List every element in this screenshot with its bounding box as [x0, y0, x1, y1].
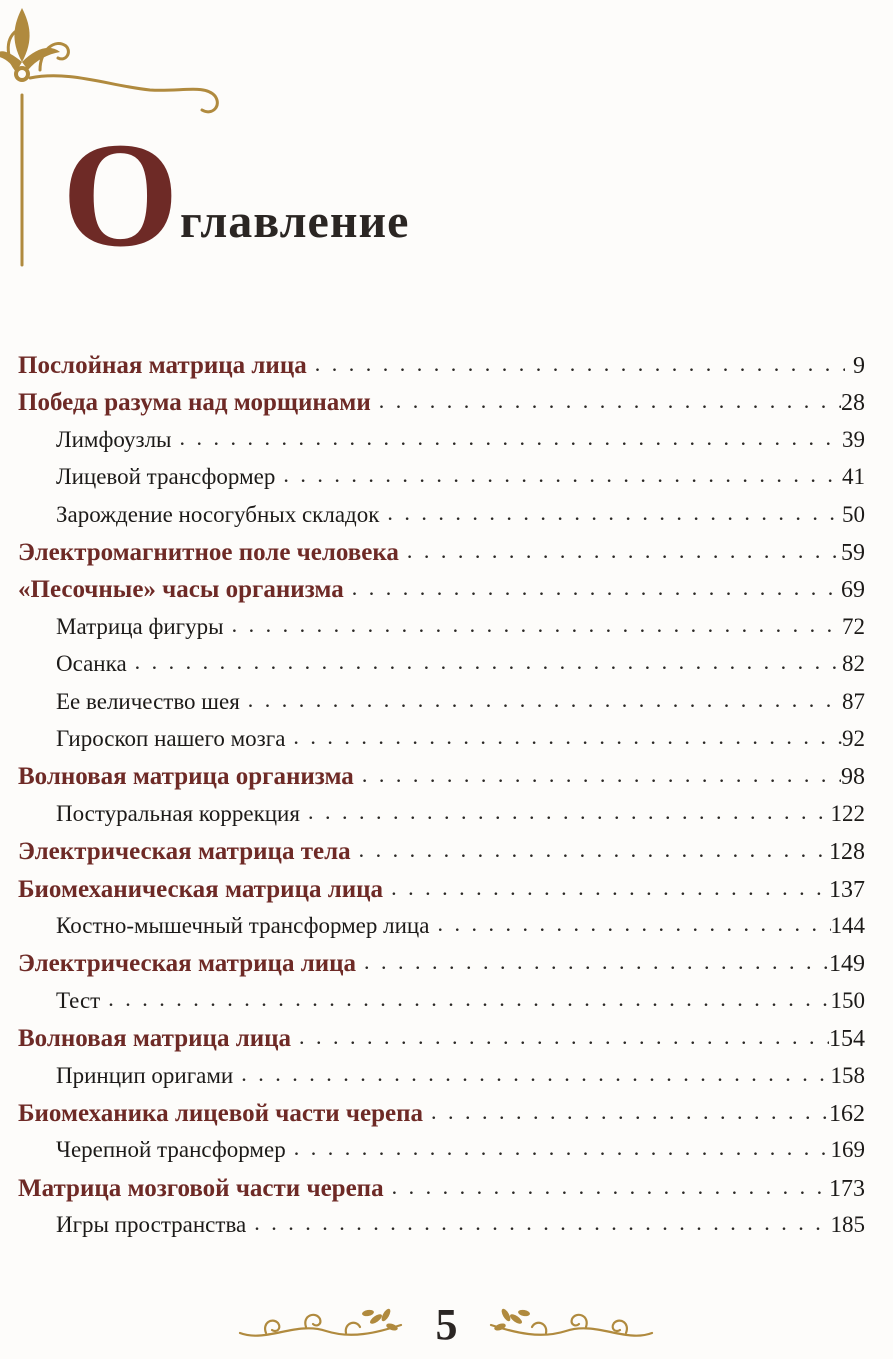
- dot-leader: [178, 427, 841, 453]
- dot-leader: [389, 877, 829, 903]
- toc-entry-title: Волновая матрица организма: [18, 763, 354, 791]
- toc-chapter-row: [0, 838, 893, 876]
- toc-chapter-row: [0, 876, 893, 914]
- dot-leader: [390, 1176, 829, 1202]
- toc-section-row: [0, 1137, 893, 1175]
- toc-page-number: 9: [853, 353, 865, 379]
- dot-leader: [292, 1137, 831, 1163]
- toc-section-row: [0, 689, 893, 727]
- toc-page-number: 98: [841, 764, 865, 791]
- toc-page-number: 59: [841, 540, 865, 566]
- dot-leader: [362, 951, 829, 977]
- toc-entry-title: Игры пространства: [56, 1212, 247, 1238]
- toc-entry-title: Принцип оригами: [56, 1062, 234, 1088]
- toc-chapter-row: [0, 950, 893, 988]
- toc-entry-title: Гироскоп нашего мозга: [56, 726, 286, 751]
- toc-chapter-row: [0, 576, 893, 614]
- toc-page-number: 137: [829, 876, 865, 903]
- toc-entry-title: Электромагнитное поле человека: [18, 539, 399, 566]
- dot-leader: [239, 1063, 830, 1089]
- dot-leader: [435, 913, 830, 939]
- toc-page-number: 154: [829, 1026, 865, 1053]
- toc-page-number: 39: [842, 426, 865, 452]
- dot-leader: [230, 614, 842, 640]
- toc-page-number: 158: [830, 1062, 865, 1088]
- toc-page-number: 144: [830, 913, 865, 938]
- toc-entry-title: Лицевой трансформер: [56, 464, 276, 490]
- toc-section-row: [0, 614, 893, 652]
- toc-section-row: [0, 913, 893, 951]
- toc-entry-title: Зарождение носогубных складок: [56, 501, 380, 527]
- title-initial-letter: О: [62, 112, 179, 278]
- dot-leader: [405, 540, 841, 566]
- toc-entry-title: Матрица фигуры: [56, 613, 224, 639]
- toc-chapter-row: [0, 1100, 893, 1138]
- dot-leader: [297, 1026, 829, 1052]
- dot-leader: [429, 1101, 829, 1127]
- toc-page-number: 69: [841, 577, 865, 604]
- toc-page-number: 185: [830, 1212, 865, 1238]
- toc-chapter-row: [0, 763, 893, 801]
- toc-chapter-row: [0, 539, 893, 577]
- toc-page-number: 87: [842, 688, 865, 714]
- toc-page-number: 169: [830, 1137, 865, 1163]
- vine-flourish-icon: [486, 1303, 656, 1347]
- dot-leader: [306, 801, 831, 827]
- toc-page-number: 150: [830, 987, 865, 1013]
- toc-entry-title: Электрическая матрица лица: [18, 950, 357, 978]
- toc-page-number: 122: [830, 800, 865, 826]
- toc-entry-title: Электрическая матрица тела: [18, 838, 351, 866]
- toc-chapter-row: [0, 1175, 893, 1213]
- toc-section-row: [0, 988, 893, 1026]
- toc-page-number: 92: [842, 726, 865, 751]
- dot-leader: [106, 988, 830, 1014]
- dot-leader: [377, 390, 841, 416]
- toc-page-number: 28: [841, 390, 865, 417]
- toc-page-number: 149: [829, 951, 865, 978]
- toc-entry-title: Биомеханическая матрица лица: [18, 875, 384, 903]
- toc-section-row: [0, 502, 893, 540]
- toc-entry-title: Волновая матрица лица: [18, 1025, 292, 1053]
- toc-entry-title: Черепной трансформер: [56, 1137, 286, 1163]
- toc-page-number: 162: [829, 1101, 865, 1127]
- dot-leader: [291, 726, 842, 752]
- dot-leader: [350, 577, 841, 603]
- toc-page-number: 173: [829, 1175, 865, 1202]
- toc-chapter-row: [0, 352, 893, 390]
- toc-entry-title: Осанка: [56, 651, 127, 677]
- toc-section-row: [0, 464, 893, 502]
- toc-page-number: 82: [842, 651, 865, 677]
- toc-entry-title: Лимфоузлы: [56, 426, 172, 452]
- toc-entry-title: Биомеханика лицевой части черепа: [18, 1100, 423, 1127]
- toc-entry-title: Постуральная коррекция: [56, 800, 300, 826]
- page-footer: [0, 1295, 893, 1355]
- toc-entry-title: Тест: [56, 987, 101, 1013]
- toc-entry-title: Послойная матрица лица: [18, 352, 307, 379]
- toc-entry-title: Костно-мышечный трансформер лица: [56, 913, 430, 938]
- toc-page-number: 128: [829, 839, 865, 866]
- dot-leader: [313, 353, 845, 379]
- toc-chapter-row: [0, 389, 893, 427]
- toc-chapter-row: [0, 1025, 893, 1063]
- toc-page-number: 41: [842, 464, 865, 490]
- dot-leader: [360, 764, 841, 790]
- dot-leader: [246, 689, 842, 715]
- dot-leader: [357, 839, 829, 865]
- dot-leader: [133, 651, 839, 677]
- dot-leader: [385, 502, 842, 528]
- dot-leader: [252, 1212, 830, 1238]
- title-text: главление: [180, 195, 410, 248]
- toc-page-number: 72: [842, 613, 865, 639]
- toc-entry-title: «Песочные» часы организма: [18, 576, 344, 604]
- toc-entry-title: Ее величество шея: [56, 688, 240, 714]
- dot-leader: [281, 464, 842, 490]
- toc-page-number: 50: [842, 501, 865, 527]
- toc-section-row: [0, 651, 893, 689]
- toc-section-row: [0, 726, 893, 764]
- toc-section-row: [0, 1063, 893, 1101]
- toc-entry-title: Матрица мозговой части черепа: [18, 1174, 384, 1202]
- toc-entry-title: Победа разума над морщинами: [18, 389, 371, 417]
- toc-section-row: [0, 1212, 893, 1250]
- toc-section-row: [0, 801, 893, 839]
- toc-section-row: [0, 427, 893, 465]
- page-number: 5: [435, 1300, 458, 1349]
